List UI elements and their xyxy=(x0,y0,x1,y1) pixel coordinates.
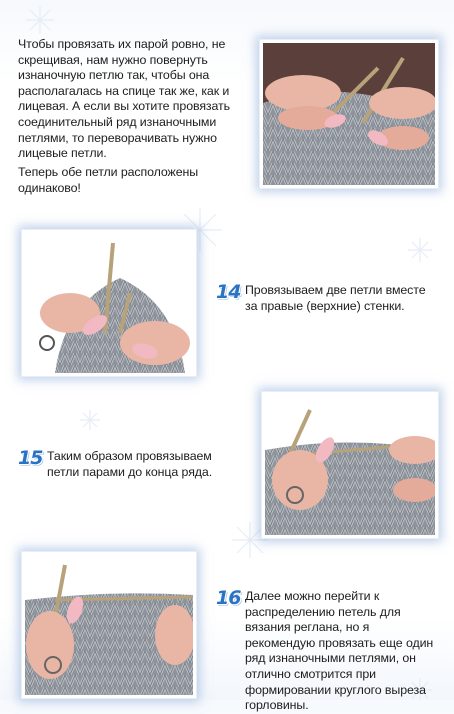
knitting-photo-icon xyxy=(265,395,435,535)
intro-paragraph: Чтобы провязать их парой ровно, не скрещивая, нам нужно повернуть изнаночную петлю так, чтобы она располагалась на спице так же, как и лицевая. А если вы хотите провязать соединительный ряд изнаночными петлями, то переворачивать нужно лицевые петли. xyxy=(18,37,230,161)
knitting-photo-icon xyxy=(25,555,193,695)
step-14-text: Провязываем две петли вместе за правые (верхние) стенки. xyxy=(245,283,426,313)
step-15-number: 15 xyxy=(18,447,43,469)
knitting-photo-4 xyxy=(22,552,196,698)
knitting-photo-icon xyxy=(25,233,193,373)
knitting-photo-1 xyxy=(260,40,438,188)
step-14-number: 14 xyxy=(216,281,241,303)
knitting-photo-2 xyxy=(22,230,196,376)
step-15-text: Таким образом провязываем петли парами до конца ряда. xyxy=(47,449,213,479)
knitting-photo-3 xyxy=(262,392,438,538)
step-16-text: Далее можно перейти к распределению петель для вязания реглана, но я рекомендую провязать еще один ряд изнаночными петлями, он отлично смотрится при формировании круглого выреза горловины. xyxy=(245,589,434,713)
knitting-photo-icon xyxy=(263,43,435,185)
intro-paragraph-conclusion: Теперь обе петли расположены одинаково! xyxy=(18,165,199,195)
step-16-number: 16 xyxy=(216,587,241,609)
